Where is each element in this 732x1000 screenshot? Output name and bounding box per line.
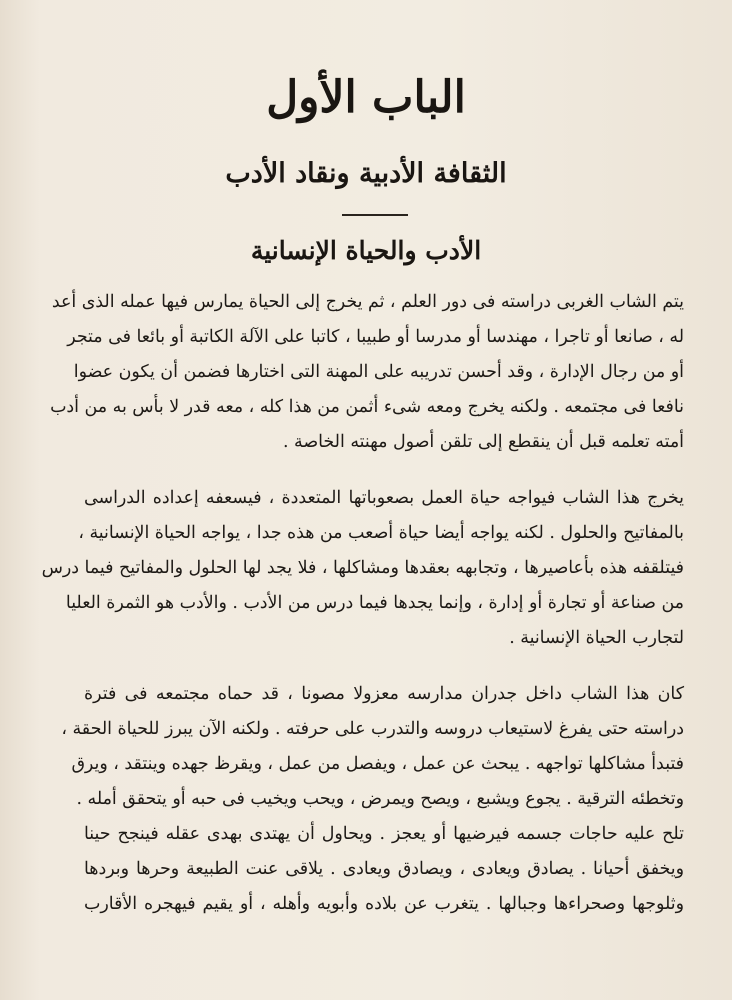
text-line: تلح عليه حاجات جسمه فيرضيها أو يعجز . ويحاول أن يهتدى بهدى عقله فينجح حينا xyxy=(84,824,684,844)
text-line: يتم الشاب الغربى دراسته فى دور العلم ، ثم يخرج إلى الحياة يمارس فيها عمله الذى أعد xyxy=(51,292,684,312)
text-line: من صناعة أو تجارة أو إدارة ، وإنما يجدها فيما درس من الأدب . والأدب هو الثمرة العليا xyxy=(65,593,684,613)
divider-rule xyxy=(342,214,408,216)
text-line: أمته تعلمه قبل أن ينقطع إلى تلقن أصول مهنته الخاصة . xyxy=(282,432,684,452)
text-line: لتجارب الحياة الإنسانية . xyxy=(509,628,684,648)
text-line: أو من رجال الإدارة ، وقد أحسن تدريبه على المهنة التى اختارها فضمن أن يكون عضوا xyxy=(73,362,684,382)
body-text xyxy=(41,285,684,922)
text-line: بالمفاتيح والحلول . لكنه يواجه أيضا حياة أصعب من هذه جدا ، يواجه الحياة الإنسانية ، xyxy=(78,523,684,543)
text-line: فتبدأ مشاكلها تواجهه . يبحث عن عمل ، ويفصل من عمل ، ويقرظ جهده وينتقد ، ويرق xyxy=(71,754,684,774)
text-line: دراسته حتى يفرغ لاستيعاب دروسه والتدرب على حرفته . ولكنه الآن يبرز للحياة الحقة ، xyxy=(61,719,684,739)
text-line: يخرج هذا الشاب فيواجه حياة العمل بصعوباتها المتعددة ، فيسعفه إعداده الدراسى xyxy=(84,488,684,508)
chapter-title: الباب الأول xyxy=(266,72,466,123)
text-line: وتخطئه الترقية . يجوع ويشبع ، ويصح ويمرض ، ويحب ويخيب فى حبه أو يتحقق أمله . xyxy=(76,789,684,809)
paragraph xyxy=(61,677,684,922)
paragraph xyxy=(50,285,684,460)
section-title: الثقافة الأدبية ونقاد الأدب xyxy=(225,158,507,189)
text-line: فيتلقفه هذه بأعاصيرها ، وتجابهه بعقدها ومشاكلها ، فلا يجد لها الحلول والمفاتيح فيما درس xyxy=(41,558,684,578)
paragraph xyxy=(41,481,684,656)
text-line: نافعا فى مجتمعه . ولكنه يخرج ومعه شىء أثمن من هذا كله ، معه قدر لا بأس به من أدب xyxy=(50,397,684,417)
subsection-title: الأدب والحياة الإنسانية xyxy=(250,236,482,265)
text-line: له ، صانعا أو تاجرا ، مهندسا أو مدرسا أو طبيبا ، كاتبا على الآلة الكاتبة أو بائعا فى متجر xyxy=(67,327,684,347)
text-line: ويخفق أحيانا . يصادق ويعادى ، ويصادق ويعادى . يلاقى عنت الطبيعة وحرها وبردها xyxy=(84,859,684,879)
text-line: كان هذا الشاب داخل جدران مدارسه معزولا مصونا ، قد حماه مجتمعه فى فترة xyxy=(84,684,684,704)
text-line: وثلوجها وصحراءها وجبالها . يتغرب عن بلاده وأبويه وأهله ، أو يقيم فيهجره الأقارب xyxy=(84,894,684,914)
